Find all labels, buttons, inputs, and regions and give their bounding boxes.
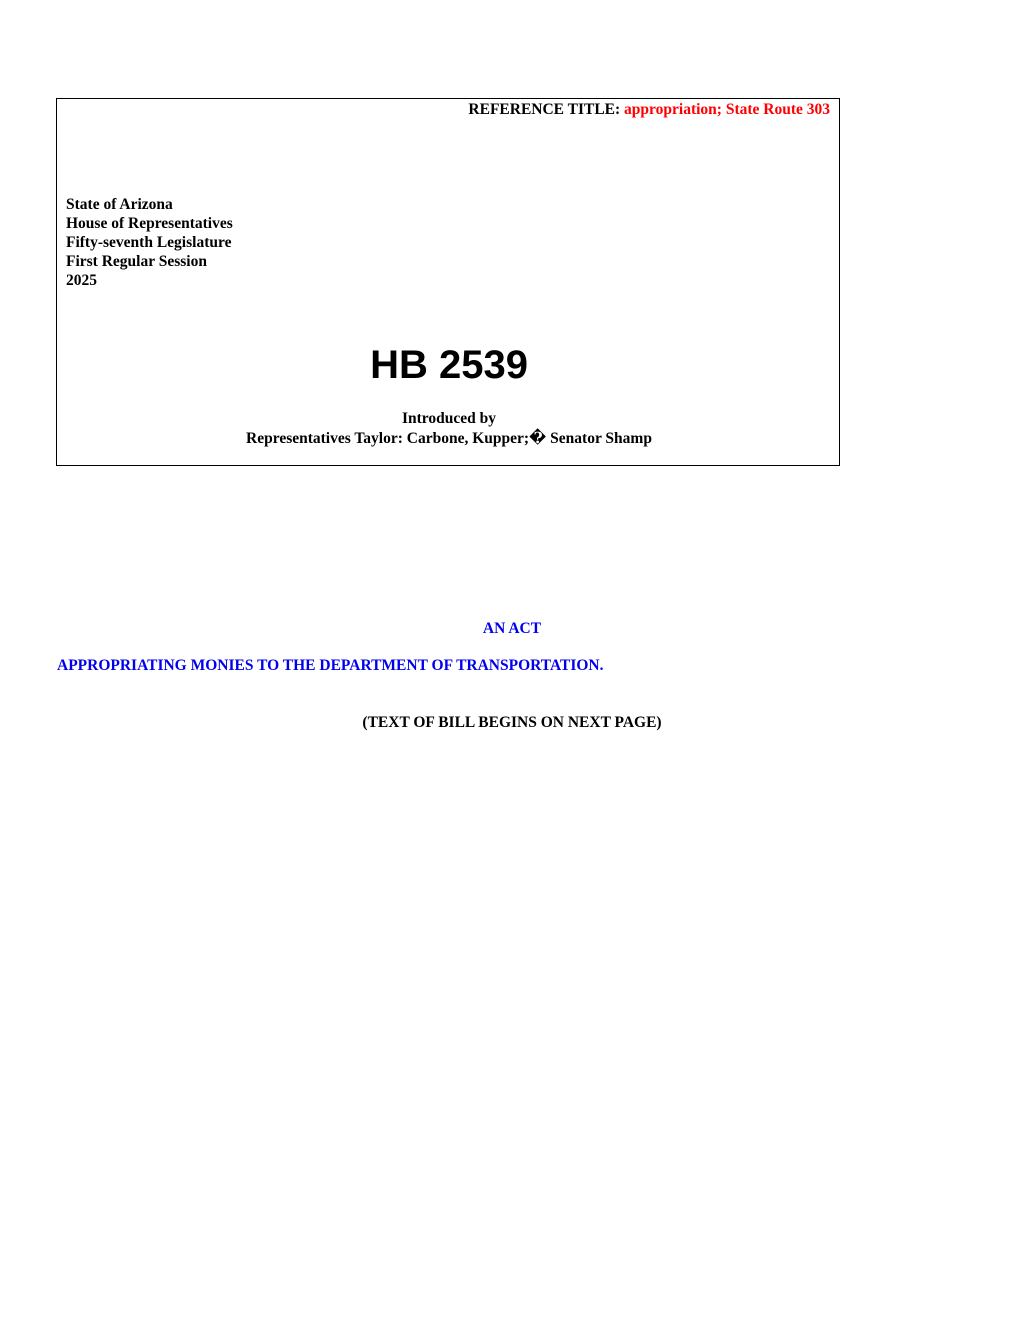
introduced-by-label: Introduced by [401, 410, 497, 427]
reference-title [468, 101, 830, 119]
bill-cover-box [56, 98, 840, 466]
text-begins-note: (TEXT OF BILL BEGINS ON NEXT PAGE) [362, 714, 662, 731]
act-heading: AN ACT [482, 620, 542, 637]
sponsor-block [57, 409, 841, 449]
session-info [66, 195, 233, 290]
session-year: 2025 [66, 272, 97, 289]
state-name: State of Arizona [66, 196, 173, 213]
reference-title-label: REFERENCE TITLE: [468, 101, 625, 118]
legislature-name: Fifty-seventh Legislature [66, 234, 232, 251]
chamber-name: House of Representatives [66, 215, 233, 232]
session-name: First Regular Session [66, 253, 207, 270]
act-description: APPROPRIATING MONIES TO THE DEPARTMENT OF TRANSPORTATION. [57, 657, 604, 674]
sponsor-names: Representatives Taylor: Carbone, Kupper;� Senator Shamp [246, 430, 652, 447]
reference-title-value: appropriation; State Route 303 [624, 101, 830, 118]
bill-number: HB 2539 [370, 343, 528, 387]
